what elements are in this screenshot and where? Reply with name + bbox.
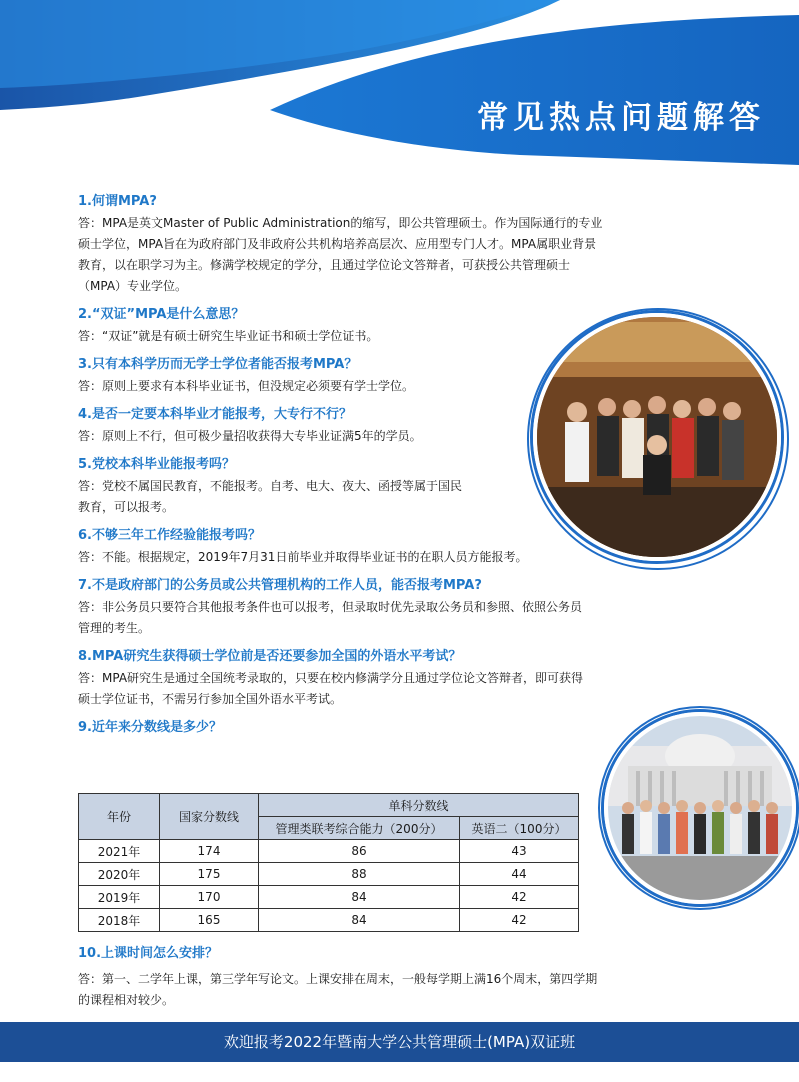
page-title: 常见热点问题解答 xyxy=(477,100,765,136)
cell-english: 42 xyxy=(460,886,579,909)
col-national: 国家分数线 xyxy=(160,794,259,840)
cell-year: 2019年 xyxy=(79,886,160,909)
faq-answer: 答：MPA是英文Master of Public Administration的缩写，即公共管理硕士。作为国际通行的专业硕士学位，MPA旨在为政府部门及非政府公共机构培养高层次、应用型专门人才。MPA属职业背景教育，以在职学习为主。修满学校规定的学分，且通过学位论文答辩者，可获授公共管理硕士（MPA）专业学位。 xyxy=(78,216,603,293)
cell-year: 2018年 xyxy=(79,909,160,932)
table-row xyxy=(79,886,579,909)
group-photo-capitol xyxy=(604,712,796,904)
cell-year: 2020年 xyxy=(79,863,160,886)
header-wave-graphic xyxy=(0,0,799,175)
faq-answer: 答：非公务员只要符合其他报考条件也可以报考，但录取时优先录取公务员和参照、依照公务员管理的考生。 xyxy=(78,600,583,635)
faq-question: 2.“双证”MPA是什么意思？ xyxy=(78,307,245,322)
col-english: 英语二（100分） xyxy=(460,817,579,840)
faq-answer: 答：原则上要求有本科毕业证书，但没规定必须要有学士学位。 xyxy=(78,379,415,393)
faq-question: 8.MPA研究生获得硕士学位前是否还要参加全国的外语水平考试？ xyxy=(78,649,462,664)
table-row xyxy=(79,909,579,932)
cell-national: 175 xyxy=(160,863,259,886)
faq-question: 3.只有本科学历而无学士学位者能否报考MPA？ xyxy=(78,357,358,372)
faq-answer: 答：MPA研究生是通过全国统考录取的，只要在校内修满学分且通过学位论文答辩者，即可获得硕士学位证书，不需另行参加全国外语水平考试。 xyxy=(78,671,584,706)
cell-comprehensive: 84 xyxy=(259,886,460,909)
cell-comprehensive: 84 xyxy=(259,909,460,932)
footer-strip xyxy=(0,1062,799,1082)
header-banner xyxy=(0,0,799,175)
table-row xyxy=(79,840,579,863)
faq-answer: 答：第一、二学年上课，第三学年写论文。上课安排在周末，一般每学期上满16个周末，第四学期的课程相对较少。 xyxy=(78,972,598,1007)
faq-question: 10.上课时间怎么安排？ xyxy=(78,946,219,961)
faq-question: 9.近年来分数线是多少？ xyxy=(78,720,222,735)
cell-english: 43 xyxy=(460,840,579,863)
cell-national: 170 xyxy=(160,886,259,909)
cell-comprehensive: 86 xyxy=(259,840,460,863)
footer-banner: 欢迎报考2022年暨南大学公共管理硕士(MPA)双证班 xyxy=(0,1022,799,1082)
faq-question: 1.何谓MPA? xyxy=(78,194,157,209)
cell-national: 165 xyxy=(160,909,259,932)
col-comprehensive: 管理类联考综合能力（200分） xyxy=(259,817,460,840)
faq-list xyxy=(78,193,608,737)
faq-question: 6.不够三年工作经验能报考吗？ xyxy=(78,528,261,543)
cell-english: 44 xyxy=(460,863,579,886)
faq-answer: 答：不能。根据规定，2019年7月31日前毕业并取得毕业证书的在职人员方能报考。 xyxy=(78,550,528,564)
faq-question: 5.党校本科毕业能报考吗？ xyxy=(78,457,235,472)
cell-comprehensive: 88 xyxy=(259,863,460,886)
faq-answer: 答：原则上不行，但可极少量招收获得大专毕业证满5年的学员。 xyxy=(78,429,422,443)
cell-year: 2021年 xyxy=(79,840,160,863)
faq-item-10 xyxy=(78,945,598,1020)
cell-national: 174 xyxy=(160,840,259,863)
col-single: 单科分数线 xyxy=(259,794,579,817)
group-photo-hall xyxy=(533,313,781,561)
table-row xyxy=(79,863,579,886)
faq-question: 7.不是政府部门的公务员或公共管理机构的工作人员，能否报考MPA? xyxy=(78,578,482,593)
col-year: 年份 xyxy=(79,794,160,840)
score-table xyxy=(78,793,579,932)
faq-answer: 答：“双证”就是有硕士研究生毕业证书和硕士学位证书。 xyxy=(78,329,379,343)
faq-question: 4.是否一定要本科毕业才能报考，大专行不行？ xyxy=(78,407,352,422)
faq-answer: 答：党校不属国民教育，不能报考。自考、电大、夜大、函授等属于国民教育，可以报考。 xyxy=(78,479,463,514)
cell-english: 42 xyxy=(460,909,579,932)
